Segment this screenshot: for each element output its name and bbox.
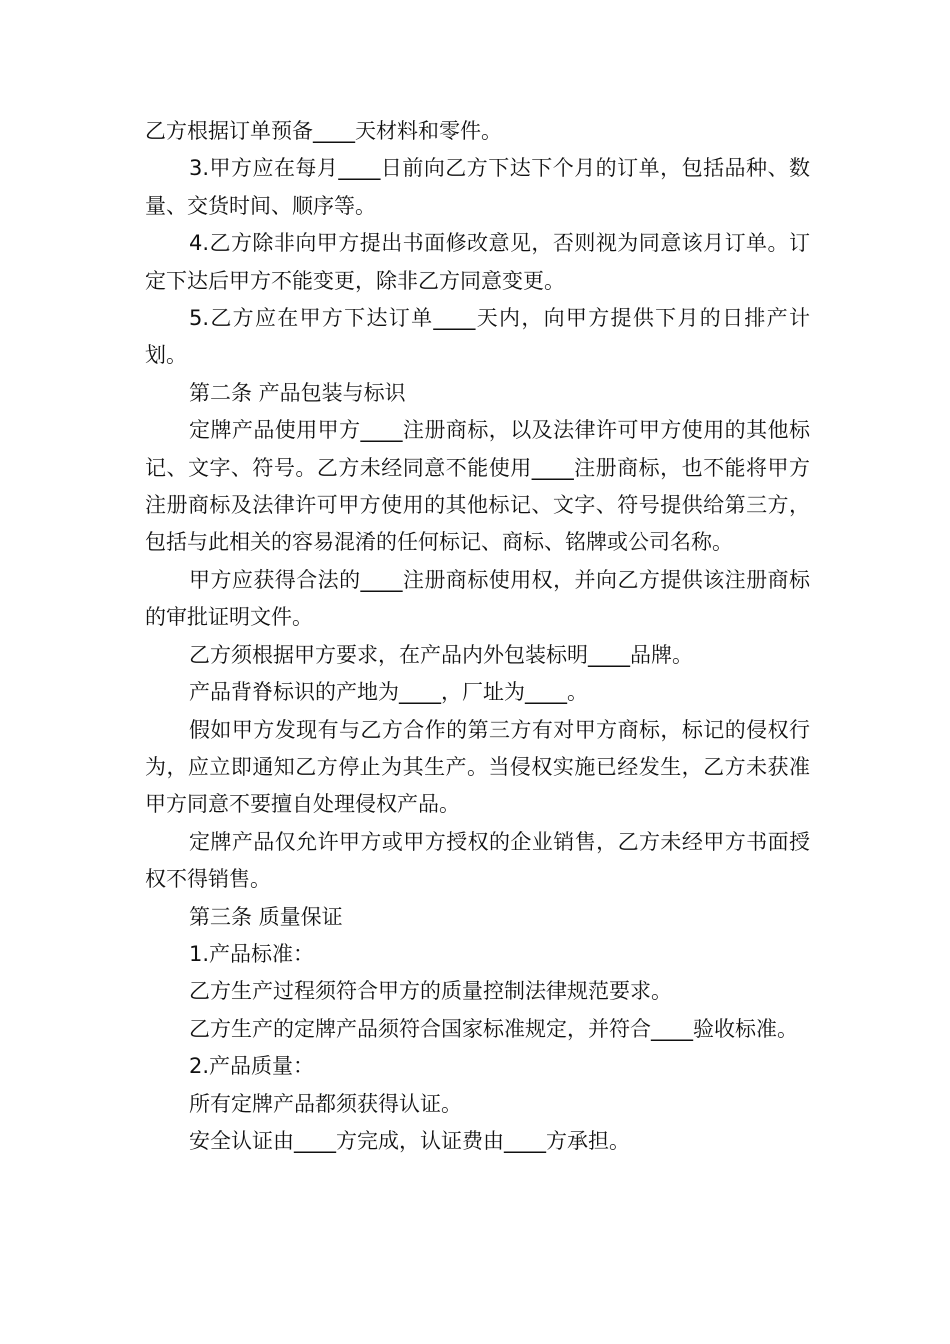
subsection-heading: 2.产品质量： <box>189 1054 315 1079</box>
paragraph: 乙方根据订单预备____天材料和零件。 <box>145 119 502 143</box>
paragraph: 4.乙方除非向甲方提出书面修改意见，否则视为同意该月订单。订定下达后甲方不能变更，除非乙方同意变更。 <box>145 231 810 293</box>
paragraph: 乙方须根据甲方要求，在产品内外包装标明____品牌。 <box>189 642 693 667</box>
paragraph: 安全认证由____方完成，认证费由____方承担。 <box>189 1128 630 1153</box>
paragraph: 乙方生产过程须符合甲方的质量控制法律规范要求。 <box>189 979 672 1004</box>
paragraph: 3.甲方应在每月____日前向乙方下达下个月的订单，包括品种、数量、交货时间、顺序等。 <box>145 156 810 218</box>
section-heading: 第二条 产品包装与标识 <box>189 380 406 405</box>
paragraph: 定牌产品使用甲方____注册商标，以及法律许可甲方使用的其他标记、文字、符号。乙方未经同意不能使用____注册商标，也不能将甲方注册商标及法律许可甲方使用的其他标记、文字、符号提供给第三方，包括与此相关的容易混淆的任何标记、商标、铭牌或公司名称。 <box>145 418 810 555</box>
paragraph: 所有定牌产品都须获得认证。 <box>189 1091 462 1116</box>
paragraph: 定牌产品仅允许甲方或甲方授权的企业销售，乙方未经甲方书面授权不得销售。 <box>145 829 810 892</box>
paragraph: 5.乙方应在甲方下达订单____天内，向甲方提供下月的日排产计划。 <box>145 306 810 368</box>
paragraph: 假如甲方发现有与乙方合作的第三方有对甲方商标，标记的侵权行为，应立即通知乙方停止为其生产。当侵权实施已经发生，乙方未获准甲方同意不要擅自处理侵权产品。 <box>145 717 810 817</box>
paragraph: 产品背脊标识的产地为____，厂址为____。 <box>189 680 588 705</box>
paragraph: 甲方应获得合法的____注册商标使用权，并向乙方提供该注册商标的审批证明文件。 <box>145 567 810 630</box>
document-body <box>145 113 810 1160</box>
paragraph: 乙方生产的定牌产品须符合国家标准规定，并符合____验收标准。 <box>189 1016 798 1041</box>
subsection-heading: 1.产品标准： <box>189 941 315 966</box>
section-heading: 第三条 质量保证 <box>189 904 343 929</box>
